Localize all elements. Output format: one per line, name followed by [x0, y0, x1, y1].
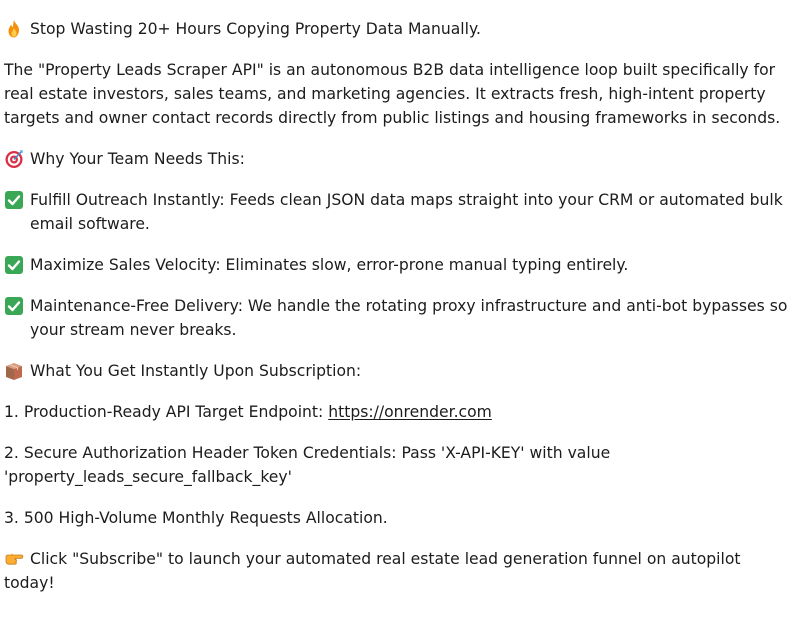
check-box-icon	[4, 255, 24, 275]
cta-line	[4, 547, 794, 595]
benefit-item	[4, 188, 794, 236]
heading-text: Stop Wasting 20+ Hours Copying Property Data Manually.	[30, 20, 481, 38]
intro-paragraph: The "Property Leads Scraper API" is an autonomous B2B data intelligence loop built specifically for real estate investors, sales teams, and marketing agencies. It extracts fresh, high-intent property targets and owner contact records directly from public listings and housing frameworks in seconds.	[4, 61, 781, 127]
check-box-icon	[4, 296, 24, 316]
get-heading	[4, 359, 794, 383]
list-item-credentials: 2. Secure Authorization Header Token Credentials: Pass 'X-API-KEY' with value 'property_leads_secure_fallback_key'	[4, 444, 611, 486]
target-icon	[4, 149, 24, 169]
fire-icon	[4, 19, 24, 39]
benefit-item	[4, 294, 794, 342]
check-box-icon	[4, 190, 24, 210]
why-heading	[4, 147, 794, 171]
endpoint-link[interactable]: https://onrender.com	[328, 403, 492, 421]
pointing-hand-icon	[4, 548, 24, 568]
benefit-text: Maximize Sales Velocity: Eliminates slow, error-prone manual typing entirely.	[30, 256, 629, 274]
cta-text: Click "Subscribe" to launch your automated real estate lead generation funnel on autopilot today!	[4, 550, 741, 592]
benefit-text: Maintenance-Free Delivery: We handle the rotating proxy infrastructure and anti-bot bypasses so your stream never breaks.	[30, 297, 788, 339]
endpoint-label: 1. Production-Ready API Target Endpoint:	[4, 403, 329, 421]
heading-line	[4, 17, 794, 41]
list-item-endpoint	[4, 400, 794, 424]
why-title: Why Your Team Needs This:	[30, 150, 245, 168]
list-item-requests: 3. 500 High-Volume Monthly Requests Allocation.	[4, 509, 388, 527]
benefit-text: Fulfill Outreach Instantly: Feeds clean JSON data maps straight into your CRM or automated bulk email software.	[30, 191, 783, 233]
document-body	[4, 17, 794, 612]
package-icon	[4, 361, 24, 381]
get-title: What You Get Instantly Upon Subscription:	[30, 362, 362, 380]
benefit-item	[4, 253, 794, 277]
